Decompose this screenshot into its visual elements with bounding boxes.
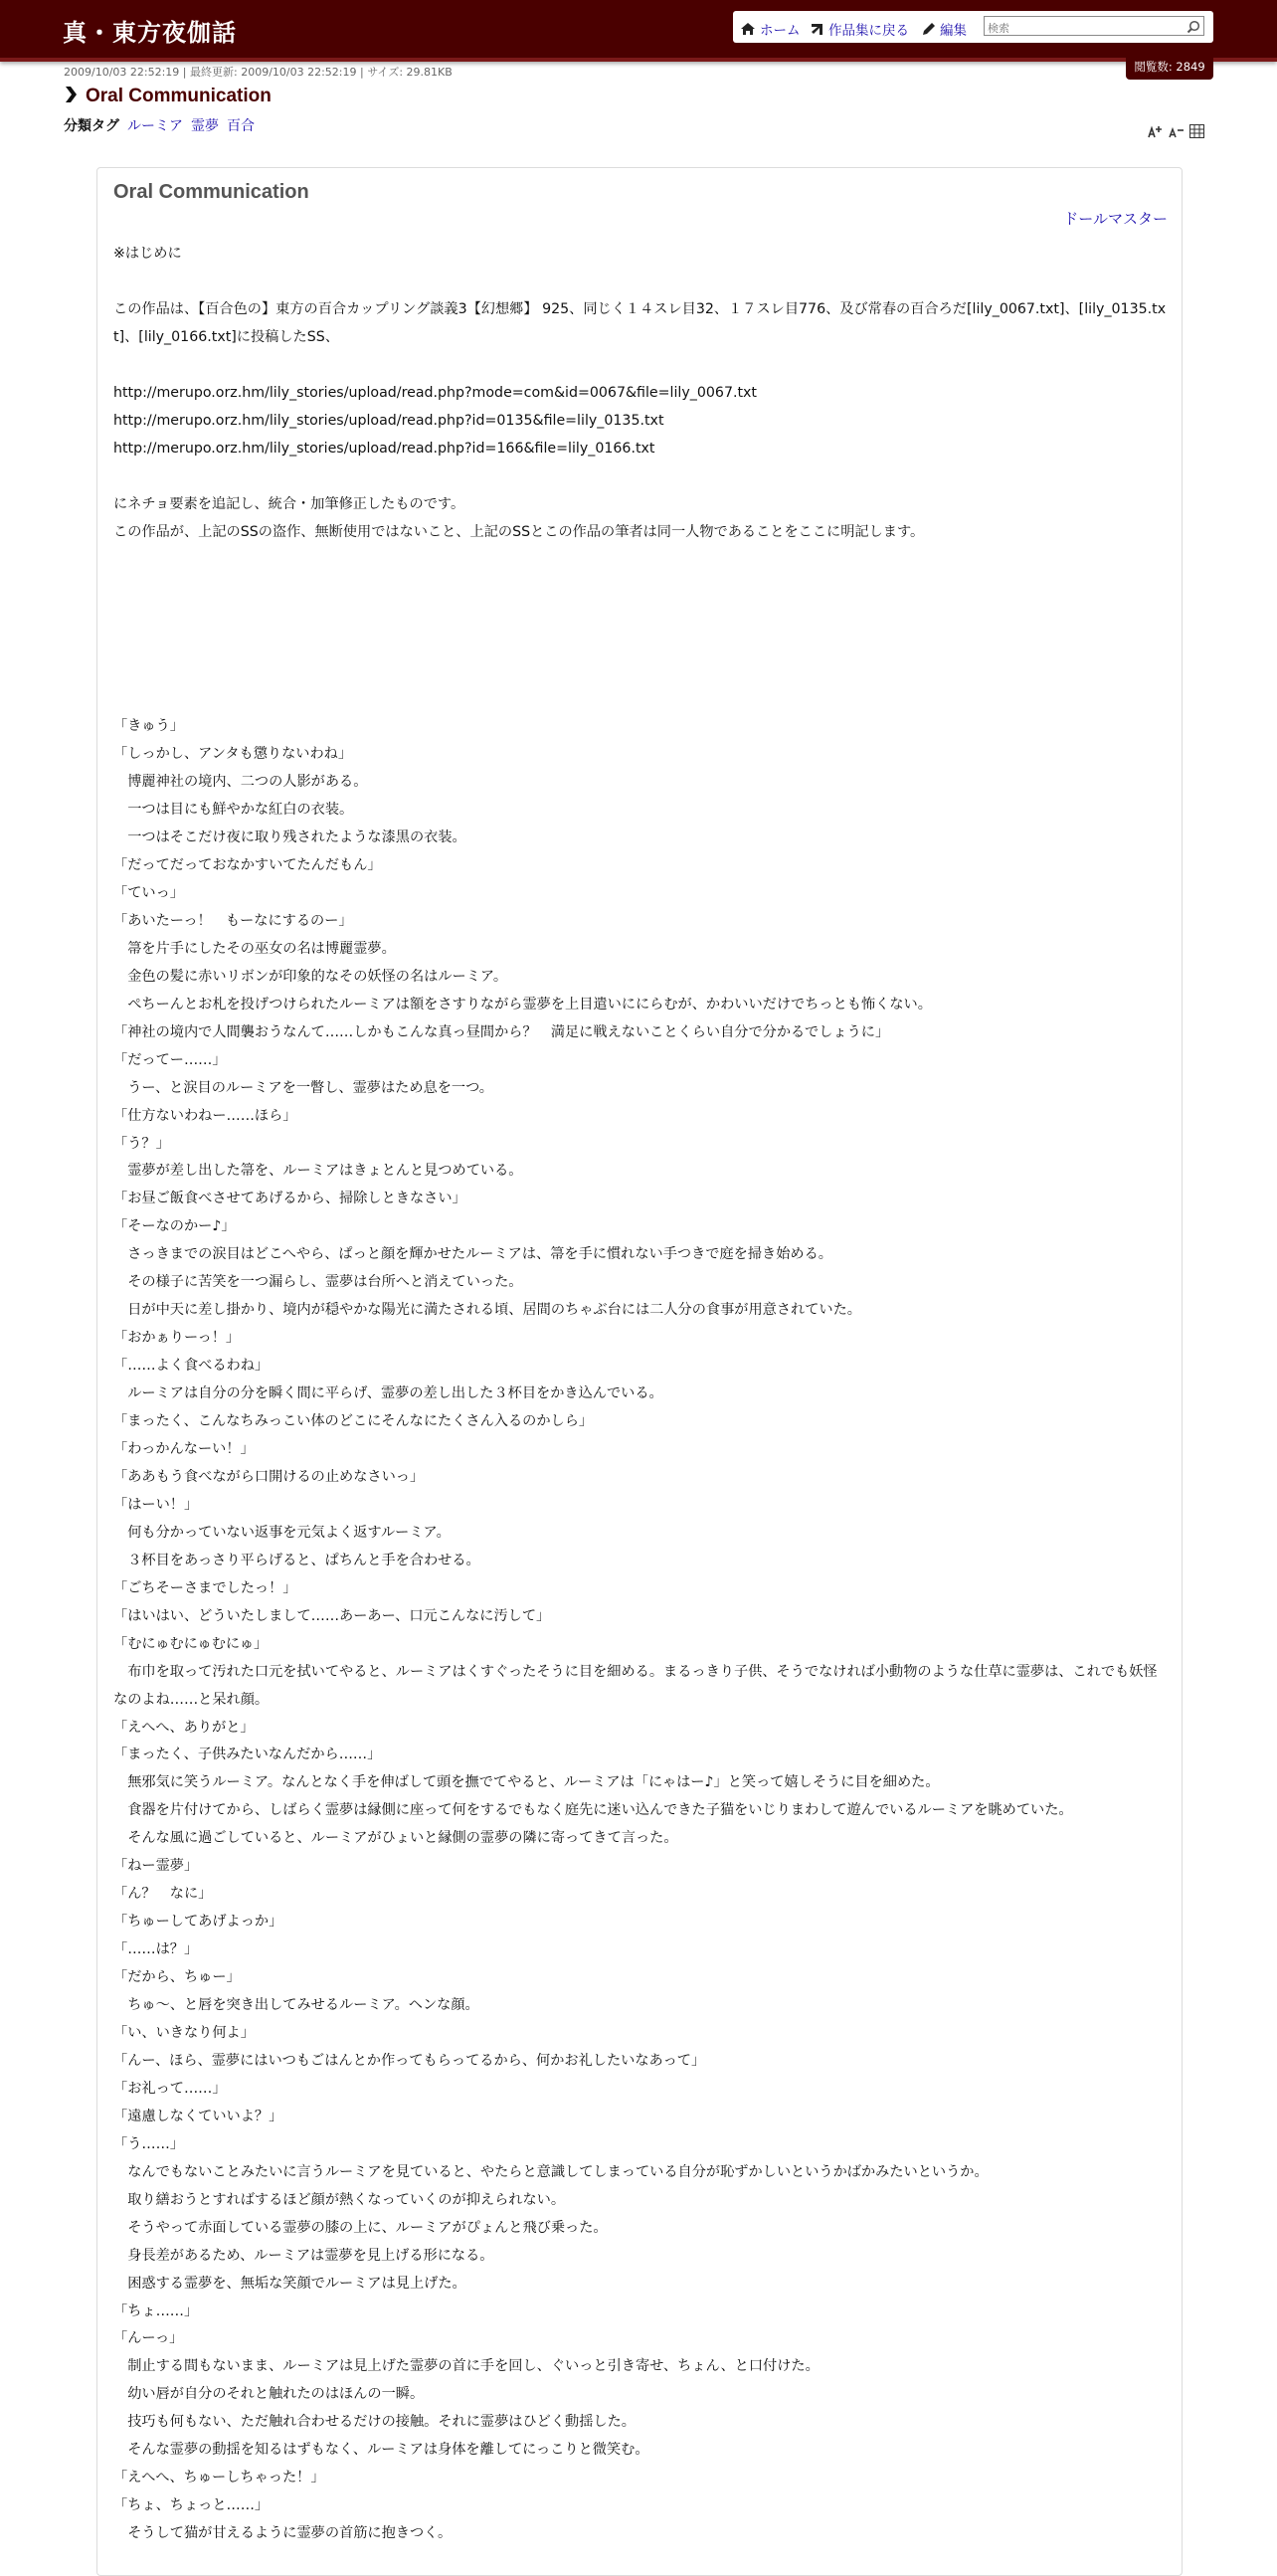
tag-link[interactable]: ルーミア bbox=[127, 118, 183, 134]
page-title: Oral Communication bbox=[86, 86, 272, 106]
site-header bbox=[0, 0, 1277, 62]
post-meta: 2009/10/03 22:52:19 | 最終更新: 2009/10/03 22:52:19 | サイズ: 29.81KB bbox=[64, 66, 453, 79]
search-field bbox=[984, 16, 1204, 36]
tag-list bbox=[64, 115, 255, 135]
story-card bbox=[96, 167, 1183, 2576]
nav-back-link[interactable] bbox=[811, 19, 909, 39]
chevron-right-icon bbox=[64, 86, 78, 107]
story-title: Oral Communication bbox=[113, 181, 309, 203]
font-larger-icon[interactable] bbox=[1148, 123, 1164, 142]
view-count-badge: 閲覧数: 2849 bbox=[1126, 56, 1213, 80]
layout-icon[interactable] bbox=[1189, 123, 1204, 142]
home-icon bbox=[740, 22, 756, 36]
tag-link[interactable]: 百合 bbox=[227, 118, 255, 134]
nav-home-label: ホーム bbox=[760, 23, 801, 39]
search-input[interactable] bbox=[985, 20, 1180, 38]
edit-icon bbox=[922, 22, 936, 36]
back-icon bbox=[811, 22, 824, 36]
nav-edit-link[interactable] bbox=[922, 19, 967, 39]
font-smaller-icon[interactable] bbox=[1169, 123, 1185, 142]
nav-back-label: 作品集に戻る bbox=[828, 23, 909, 39]
page-title-row bbox=[64, 86, 272, 107]
author-link[interactable]: ドールマスター bbox=[1063, 210, 1168, 228]
nav-edit-label: 編集 bbox=[940, 23, 967, 39]
nav-bar bbox=[733, 11, 1213, 43]
view-tools bbox=[1148, 123, 1204, 142]
tags-label: 分類タグ bbox=[64, 118, 119, 134]
tag-link[interactable]: 霊夢 bbox=[191, 118, 219, 134]
nav-home-link[interactable] bbox=[740, 19, 801, 39]
story-body: ※はじめに この作品は、【百合色の】東方の百合カップリング談義3【幻想郷】 925、同じく１４スレ目32、１７スレ目776、及び常春の百合ろだ[lily_0067.txt]、[lily_0135.txt]、[lily_0166.txt]に投稿したSS、 http://merupo.orz.hm/lily_stories/upload/read.php?mode=com&id=0067&file=lily_0067.txt http://merupo.orz.hm/lily_stories/upload/read.php?id=0135&file=lily_0135.txt http://merupo.orz.hm/lily_stories/upload/read.php?id=166&file=lily_0166.txt にネチョ要素を追記し、統合・加筆修正したものです。 この作品が、上記のSSの盗作、無断使用ではないこと、上記のSSとこの作品の筆者は同一人物であることをここに明記します。 「きゅう」 「しっかし、アンタも懲りないわね」 博麗神社の境内、二つの人影がある。 一つは目にも鮮やかな紅白の衣装。 一つはそこだけ夜に取り残されたような漆黒の衣装。 「だってだっておなかすいてたんだもん」 「ていっ」 「あいたーっ！ もーなにするのー」 箒を片手にしたその巫女の名は博麗霊夢。 金色の髪に赤いリボンが印象的なその妖怪の名はルーミア。 ぺちーんとお札を投げつけられたルーミアは額をさすりながら霊夢を上目遣いににらむが、かわいいだけでちっとも怖くない。 「神社の境内で人間襲おうなんて……しかもこんな真っ昼間から？ 満足に戦えないことくらい自分で分かるでしょうに」 「だってー……」 うー、と涙目のルーミアを一瞥し、霊夢はため息を一つ。 「仕方ないわねー……ほら」 「う？」 霊夢が差し出した箒を、ルーミアはきょとんと見つめている。 「お昼ご飯食べさせてあげるから、掃除しときなさい」 「そーなのかー♪」 さっきまでの涙目はどこへやら、ぱっと顔を輝かせたルーミアは、箒を手に慣れない手つきで庭を掃き始める。 その様子に苦笑を一つ漏らし、霊夢は台所へと消えていった。 日が中天に差し掛かり、境内が穏やかな陽光に満たされる頃、居間のちゃぶ台には二人分の食事が用意されていた。 「おかぁりーっ！」 「……よく食べるわね」 ルーミアは自分の分を瞬く間に平らげ、霊夢の差し出した３杯目をかき込んでいる。 「まったく、こんなちみっこい体のどこにそんなにたくさん入るのかしら」 「わっかんなーい！」 「ああもう食べながら口開けるの止めなさいっ」 「はーい！」 何も分かっていない返事を元気よく返すルーミア。 ３杯目をあっさり平らげると、ぱちんと手を合わせる。 「ごちそーさまでしたっ！」 「はいはい、どういたしまして……あーあー、口元こんなに汚して」 「むにゅむにゅむにゅ」 布巾を取って汚れた口元を拭いてやると、ルーミアはくすぐったそうに目を細める。まるっきり子供、そうでなければ小動物のような仕草に霊夢は、これでも妖怪なのよね……と呆れ顔。 「えへへ、ありがと」 「まったく、子供みたいなんだから……」 無邪気に笑うルーミア。なんとなく手を伸ばして頭を撫でてやると、ルーミアは「にゃはー♪」と笑って嬉しそうに目を細めた。 食器を片付けてから、しばらく霊夢は縁側に座って何をするでもなく庭先に迷い込んできた子猫をいじりまわして遊んでいるルーミアを眺めていた。 そんな風に過ごしていると、ルーミアがひょいと縁側の霊夢の隣に寄ってきて言った。 「ねー霊夢」 「ん？ なに」 「ちゅーしてあげよっか」 「……は？」 「だから、ちゅー」 ちゅ～、と唇を突き出してみせるルーミア。ヘンな顔。 「い、いきなり何よ」 「んー、ほら、霊夢にはいつもごはんとか作ってもらってるから、何かお礼したいなあって」 「お礼って……」 「遠慮しなくていいよ？」 「う……」 なんでもないことみたいに言うルーミアを見ていると、やたらと意識してしまっている自分が恥ずかしいというかばかみたいというか。 取り繕おうとすればするほど顔が熱くなっていくのが抑えられない。 そうやって赤面している霊夢の膝の上に、ルーミアがぴょんと飛び乗った。 身長差があるため、ルーミアは霊夢を見上げる形になる。 困惑する霊夢を、無垢な笑顔でルーミアは見上げた。 「ちょ……」 「んーっ」 制止する間もないまま、ルーミアは見上げた霊夢の首に手を回し、ぐいっと引き寄せ、ちょん、と口付けた。 幼い唇が自分のそれと触れたのはほんの一瞬。 技巧も何もない、ただ触れ合わせるだけの接触。それに霊夢はひどく動揺した。 そんな霊夢の動揺を知るはずもなく、ルーミアは身体を離してにっこりと微笑む。 「えへへ、ちゅーしちゃった！」 「ちょ、ちょっと……」 そうして猫が甘えるように霊夢の首筋に抱きつく。 bbox=[113, 246, 1167, 2542]
search-icon[interactable] bbox=[1186, 19, 1200, 38]
site-title[interactable]: 真・東方夜伽話 bbox=[63, 19, 237, 47]
